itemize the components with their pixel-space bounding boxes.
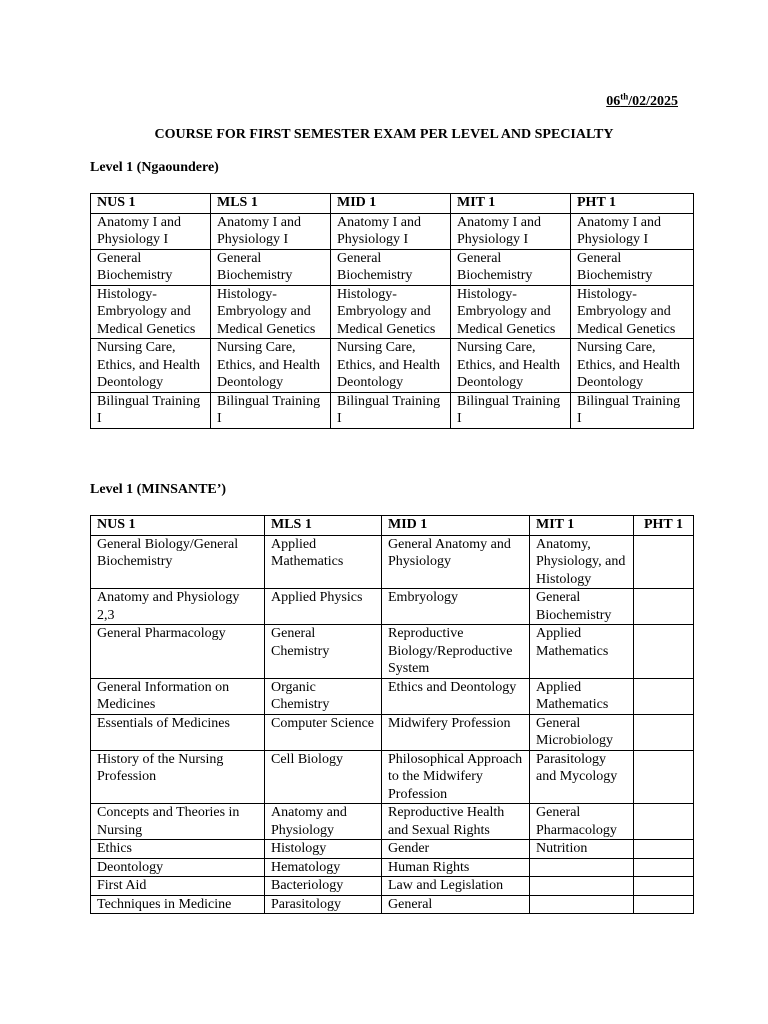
table-cell: Parasitology and Mycology xyxy=(530,750,634,804)
table-cell: History of the Nursing Profession xyxy=(91,750,265,804)
table-row xyxy=(91,678,694,714)
table-row xyxy=(91,625,694,679)
document-title: COURSE FOR FIRST SEMESTER EXAM PER LEVEL AND SPECIALTY xyxy=(154,127,614,142)
table-cell: General Pharmacology xyxy=(530,804,634,840)
table-cell: Anatomy and Physiology xyxy=(265,804,382,840)
column-header: NUS 1 xyxy=(91,516,265,536)
table-cell: Nursing Care, Ethics, and Health Deontology xyxy=(451,339,571,393)
table-cell: General Biochemistry xyxy=(451,249,571,285)
table-cell: Anatomy and Physiology 2,3 xyxy=(91,589,265,625)
table-cell: General Biology/General Biochemistry xyxy=(91,535,265,589)
table-row xyxy=(91,804,694,840)
ngaoundere-course-table xyxy=(90,193,694,429)
table-cell: Applied Physics xyxy=(265,589,382,625)
table-cell: Nursing Care, Ethics, and Health Deontology xyxy=(91,339,211,393)
table-cell: Anatomy I and Physiology I xyxy=(571,213,694,249)
table-cell: General Information on Medicines xyxy=(91,678,265,714)
table-cell: Techniques in Medicine xyxy=(91,895,265,914)
table-cell: Bilingual Training I xyxy=(331,392,451,428)
table-cell xyxy=(634,714,694,750)
table-cell xyxy=(634,678,694,714)
table-cell: Anatomy I and Physiology I xyxy=(211,213,331,249)
date-suffix: th xyxy=(620,91,629,102)
table-row xyxy=(91,877,694,896)
table-cell: Applied Mathematics xyxy=(265,535,382,589)
table-cell: Computer Science xyxy=(265,714,382,750)
column-header: MLS 1 xyxy=(211,194,331,214)
table-cell: Anatomy I and Physiology I xyxy=(91,213,211,249)
column-header: MID 1 xyxy=(331,194,451,214)
column-header: MLS 1 xyxy=(265,516,382,536)
table-cell xyxy=(634,804,694,840)
table-cell: Histology-Embryology and Medical Genetics xyxy=(91,285,211,339)
table-cell: Histology-Embryology and Medical Genetics xyxy=(571,285,694,339)
table-cell: Ethics xyxy=(91,840,265,859)
column-header: MID 1 xyxy=(382,516,530,536)
table-cell: Reproductive Biology/Reproductive System xyxy=(382,625,530,679)
table-cell: Essentials of Medicines xyxy=(91,714,265,750)
table-cell xyxy=(634,625,694,679)
section-heading-ngaoundere: Level 1 (Ngaoundere) xyxy=(90,160,219,175)
table-cell: Cell Biology xyxy=(265,750,382,804)
column-header: PHT 1 xyxy=(571,194,694,214)
table-cell: General Biochemistry xyxy=(530,589,634,625)
table-cell: Embryology xyxy=(382,589,530,625)
table-cell: Histology xyxy=(265,840,382,859)
table-cell xyxy=(634,858,694,877)
table-cell: Applied Mathematics xyxy=(530,678,634,714)
table-cell: Bilingual Training I xyxy=(211,392,331,428)
table-cell: General xyxy=(382,895,530,914)
table-row xyxy=(91,249,694,285)
table-row xyxy=(91,213,694,249)
table-cell xyxy=(634,589,694,625)
table-row xyxy=(91,589,694,625)
table-cell: General Pharmacology xyxy=(91,625,265,679)
table-cell: Deontology xyxy=(91,858,265,877)
date-day: 06 xyxy=(606,94,621,109)
column-header: MIT 1 xyxy=(530,516,634,536)
table-cell: Parasitology xyxy=(265,895,382,914)
table-cell: Bilingual Training I xyxy=(91,392,211,428)
table-cell: General Biochemistry xyxy=(331,249,451,285)
document-date xyxy=(0,91,678,110)
table-cell xyxy=(530,858,634,877)
section-heading-minsante: Level 1 (MINSANTE’) xyxy=(90,482,227,497)
table-cell xyxy=(634,840,694,859)
table-row xyxy=(91,535,694,589)
table-cell: Nutrition xyxy=(530,840,634,859)
table-row xyxy=(91,840,694,859)
table-cell xyxy=(634,750,694,804)
table-cell: Midwifery Profession xyxy=(382,714,530,750)
table-header-row xyxy=(91,194,694,214)
table-cell: Histology-Embryology and Medical Genetics xyxy=(451,285,571,339)
table-cell: Anatomy, Physiology, and Histology xyxy=(530,535,634,589)
table-cell: Hematology xyxy=(265,858,382,877)
table-row xyxy=(91,285,694,339)
date-rest: /02/2025 xyxy=(628,94,678,109)
column-header: PHT 1 xyxy=(634,516,694,536)
table-header-row xyxy=(91,516,694,536)
table-cell: Applied Mathematics xyxy=(530,625,634,679)
table-row xyxy=(91,714,694,750)
table-row xyxy=(91,339,694,393)
table-cell xyxy=(634,535,694,589)
table-cell: Nursing Care, Ethics, and Health Deontology xyxy=(571,339,694,393)
table-cell xyxy=(634,877,694,896)
table-cell: Philosophical Approach to the Midwifery Profession xyxy=(382,750,530,804)
table-row xyxy=(91,392,694,428)
column-header: MIT 1 xyxy=(451,194,571,214)
table-cell: Concepts and Theories in Nursing xyxy=(91,804,265,840)
table-cell: General Biochemistry xyxy=(211,249,331,285)
table-cell: Histology-Embryology and Medical Genetics xyxy=(331,285,451,339)
table-cell: Bilingual Training I xyxy=(571,392,694,428)
table-row xyxy=(91,750,694,804)
table-cell: Anatomy I and Physiology I xyxy=(331,213,451,249)
table-cell: Organic Chemistry xyxy=(265,678,382,714)
table-cell xyxy=(530,895,634,914)
table-cell: General Biochemistry xyxy=(571,249,694,285)
table-row xyxy=(91,895,694,914)
table-cell: Histology-Embryology and Medical Genetics xyxy=(211,285,331,339)
table-cell: Nursing Care, Ethics, and Health Deontology xyxy=(211,339,331,393)
table-cell: Human Rights xyxy=(382,858,530,877)
table-cell: General Chemistry xyxy=(265,625,382,679)
table-cell: General Biochemistry xyxy=(91,249,211,285)
table-cell xyxy=(634,895,694,914)
table-cell: Bacteriology xyxy=(265,877,382,896)
table-cell: General Anatomy and Physiology xyxy=(382,535,530,589)
table-cell: Reproductive Health and Sexual Rights xyxy=(382,804,530,840)
table-cell xyxy=(530,877,634,896)
minsante-course-table xyxy=(90,515,694,914)
table-row xyxy=(91,858,694,877)
ngaoundere-table-body xyxy=(91,213,694,428)
table-cell: Law and Legislation xyxy=(382,877,530,896)
table-cell: Anatomy I and Physiology I xyxy=(451,213,571,249)
column-header: NUS 1 xyxy=(91,194,211,214)
table-cell: General Microbiology xyxy=(530,714,634,750)
table-cell: Bilingual Training I xyxy=(451,392,571,428)
minsante-table-body xyxy=(91,535,694,914)
table-cell: Ethics and Deontology xyxy=(382,678,530,714)
table-cell: Nursing Care, Ethics, and Health Deontology xyxy=(331,339,451,393)
table-cell: Gender xyxy=(382,840,530,859)
table-cell: First Aid xyxy=(91,877,265,896)
